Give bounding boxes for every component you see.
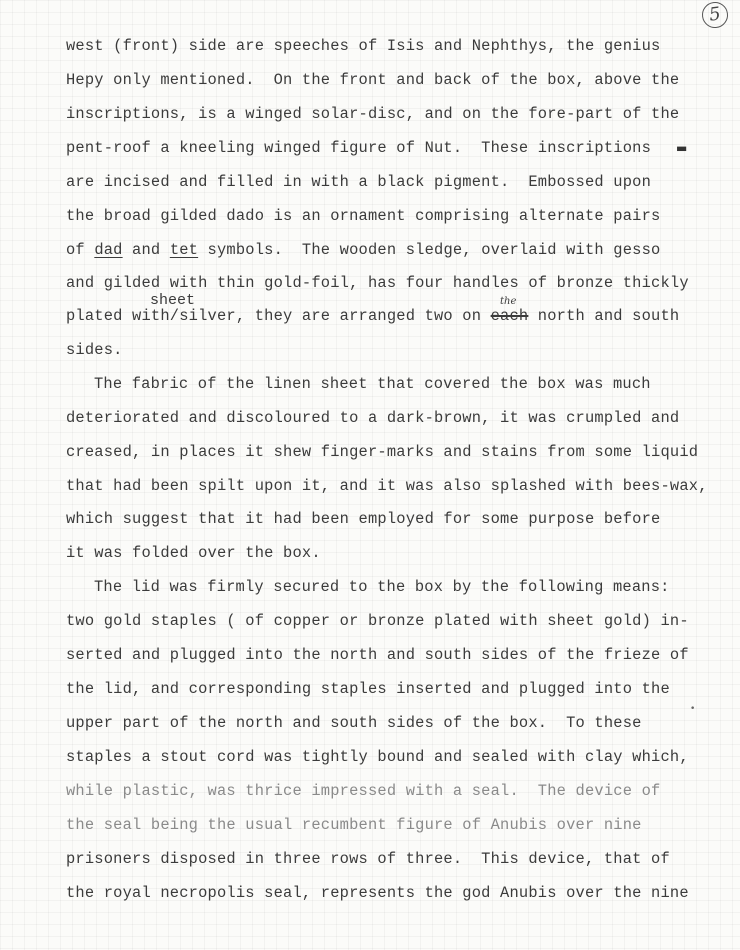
text-line: and gilded with thin gold-foil, has four handles of bronze thickly — [66, 274, 689, 292]
text-line: creased, in places it shew finger-marks and stains from some liquid — [66, 443, 699, 461]
text-line: Hepy only mentioned. On the front and back of the box, above the — [66, 71, 680, 89]
text-line-with-correction — [66, 307, 679, 325]
text-line-with-underlines — [66, 241, 660, 259]
text-segment: north and south — [528, 307, 680, 325]
text-line: upper part of the north and south sides of the box. To these — [66, 714, 642, 732]
margin-mark: • — [690, 704, 696, 714]
text-segment: plated with/silver, they are arranged two on — [66, 307, 491, 325]
handwritten-insert-sheet: sheet — [150, 292, 196, 309]
text-line: staples a stout cord was tightly bound and sealed with clay which, — [66, 748, 689, 766]
underlined-word-tet: tet — [169, 241, 199, 259]
text-line: the lid, and corresponding staples inserted and plugged into the — [66, 680, 670, 698]
text-line: that had been spilt upon it, and it was also splashed with bees-wax, — [66, 477, 708, 495]
text-line: sides. — [66, 341, 123, 359]
text-line: prisoners disposed in three rows of three. This device, that of — [66, 850, 670, 868]
underlined-word-dad: dad — [94, 241, 123, 259]
text-line: the broad gilded dado is an ornament comprising alternate pairs — [66, 207, 661, 225]
text-line: while plastic, was thrice impressed with a seal. The device of — [66, 782, 661, 800]
page-number: 5 — [700, 0, 729, 29]
text-line: deteriorated and discoloured to a dark-brown, it was crumpled and — [66, 409, 680, 427]
text-line: the royal necropolis seal, represents the god Anubis over the nine — [66, 884, 689, 902]
text-segment: and — [122, 241, 170, 259]
strikeout-mark: ▬ — [676, 141, 688, 155]
text-line: it was folded over the box. — [66, 544, 321, 562]
text-line: pent-roof a kneeling winged figure of Nut. These inscriptions — [66, 139, 652, 157]
text-line: The lid was firmly secured to the box by the following means: — [94, 578, 670, 596]
text-line: The fabric of the linen sheet that covered the box was much — [94, 375, 651, 393]
text-line: the seal being the usual recumbent figure of Anubis over nine — [66, 816, 642, 834]
text-line: serted and plugged into the north and south sides of the frieze of — [66, 646, 689, 664]
text-segment: of — [66, 241, 95, 259]
text-line: which suggest that it had been employed for some purpose before — [66, 510, 661, 528]
text-line: inscriptions, is a winged solar-disc, and on the fore-part of the — [66, 105, 680, 123]
text-line: west (front) side are speeches of Isis and Nephthys, the genius — [66, 37, 661, 55]
text-line: two gold staples ( of copper or bronze plated with sheet gold) in- — [66, 612, 689, 630]
text-line: are incised and filled in with a black pigment. Embossed upon — [66, 173, 652, 191]
handwritten-insert-the: the — [500, 296, 517, 307]
text-segment: symbols. The wooden sledge, overlaid with gesso — [198, 241, 661, 259]
struck-word: each — [490, 307, 529, 325]
